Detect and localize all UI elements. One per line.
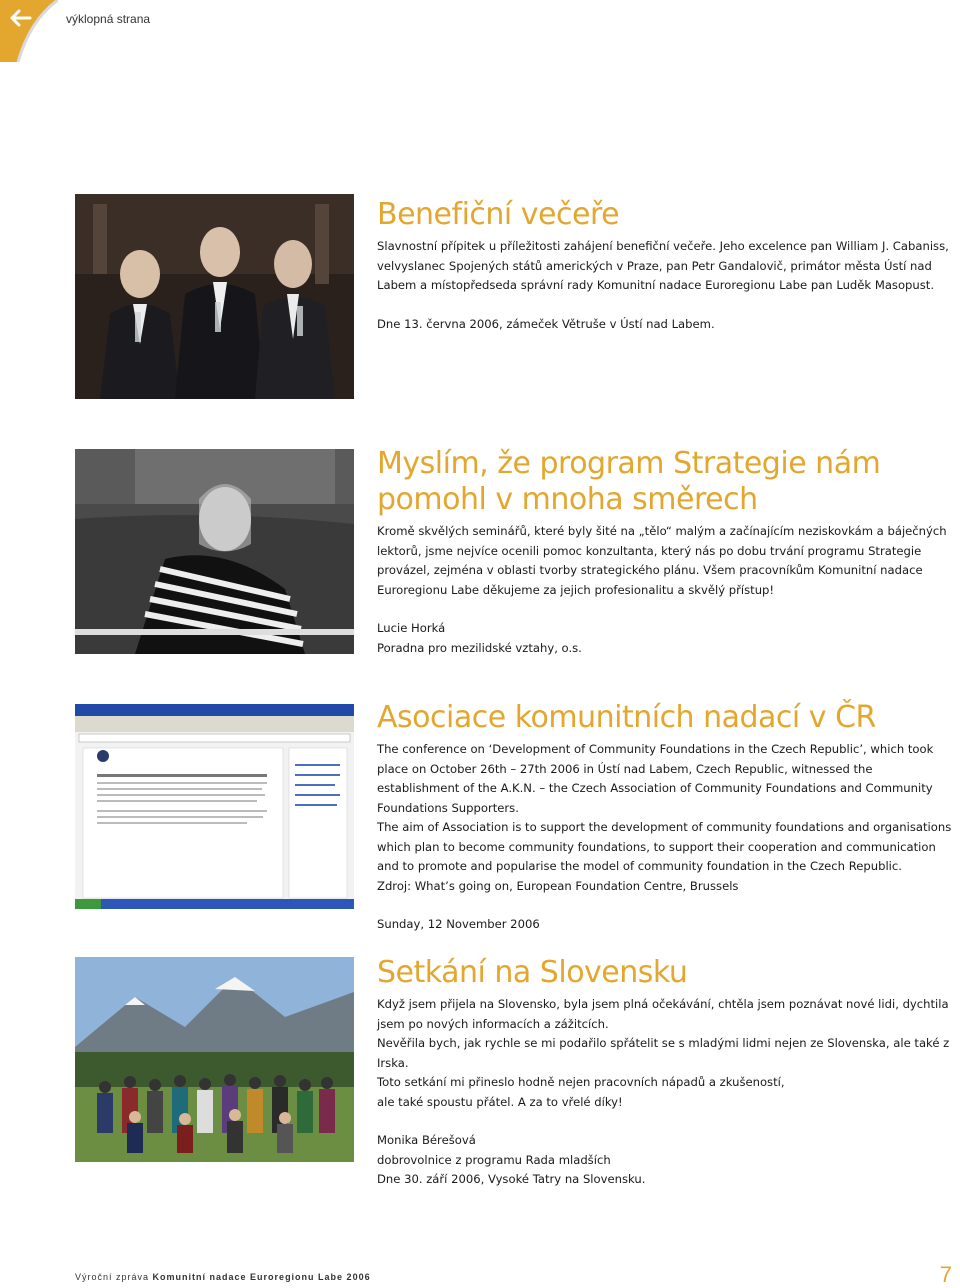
- section-paragraph: Dne 13. června 2006, zámeček Větruše v Ústí nad Labem.: [377, 316, 715, 331]
- footer: [75, 1272, 371, 1282]
- section-paragraph: The conference on ‘Development of Community Foundations in the Czech Republic’, which took place on October 26th – 27th 2006 in Ústí nad Labem, Czech Republic, witnessed the establishment of the A.K.N. – the Czech Association of Community Foundations and Community Foundations Supporters.: [377, 742, 934, 815]
- back-label[interactable]: výklopná strana: [66, 12, 151, 26]
- section-paragraph: The aim of Association is to support the development of community foundations and organisations which plan to become community foundations, to support their cooperation and communication and to promote and popularise the model of community foundation in the Czech Republic.: [377, 820, 952, 873]
- photo-browser-screenshot: [75, 704, 354, 909]
- author-name: Lucie Horká: [377, 621, 446, 635]
- section-paragraph: Toto setkání mi přineslo hodně nejen pracovních nápadů a zkušeností,: [377, 1075, 785, 1089]
- section-paragraph: Kromě skvělých seminářů, které byly šité na „tělo“ malým a začínajícím neziskovkám a báječných lektorů, jsme nejvíce ocenili pomoc konzultanta, který nás po dobu trvání programu Strategie provázel, zejména v oblasti tvorby strategického plánu. Všem pracovníkům Komunitní nadace Euroregionu Labe děkujeme za jejich profesionalitu a skvělý přístup!: [377, 524, 947, 597]
- photo-lucie-horka: [75, 449, 354, 654]
- section-title: Myslím, že program Strategie nám pomohl v mnoha směrech: [377, 446, 881, 517]
- footer-report: Výroční zpráva: [75, 1272, 150, 1282]
- section-paragraph: Slavnostní přípitek u příležitosti zahájení benefiční večeře. Jeho excelence pan William J. Cabaniss, velvyslanec Spojených států amerických v Praze, pan Petr Gandalovič, primátor města Ústí nad Labem a místopředseda správní rady Komunitní nadace Euroregionu Labe pan Luděk Masopust.: [377, 239, 949, 292]
- date-line: Dne 30. září 2006, Vysoké Tatry na Slovensku.: [377, 1172, 646, 1186]
- section-title: Setkání na Slovensku: [377, 955, 688, 990]
- section-title: Benefiční večeře: [377, 197, 620, 232]
- author-name: Monika Bérešová: [377, 1133, 476, 1147]
- date-line: Sunday, 12 November 2006: [377, 917, 540, 931]
- photo-slovakia-group: [75, 957, 354, 1162]
- footer-org: Komunitní nadace Euroregionu Labe 2006: [152, 1272, 371, 1282]
- section-paragraph: Nevěřila bych, jak rychle se mi podařilo spřátelit se s mladými lidmi nejen ze Slovenska, ale také z Irska.: [377, 1036, 950, 1070]
- author-role: dobrovolnice z programu Rada mladších: [377, 1152, 611, 1167]
- section-title: Asociace komunitních nadací v ČR: [377, 700, 876, 735]
- source-line: Zdroj: What’s going on, European Foundation Centre, Brussels: [377, 878, 739, 893]
- back-corner-tab[interactable]: [0, 0, 58, 62]
- page-number: 7: [939, 1262, 952, 1287]
- photo-benefit-dinner: [75, 194, 354, 399]
- author-organization: Poradna pro mezilidské vztahy, o.s.: [377, 640, 582, 655]
- section-paragraph: ale také spoustu přátel. A za to vřelé díky!: [377, 1094, 623, 1109]
- section-slovakia-meeting: [377, 955, 952, 1190]
- section-akn-association: [377, 700, 952, 935]
- section-paragraph: Když jsem přijela na Slovensko, byla jsem plná očekávání, chtěla jsem poznávat nové lidi, dychtila jsem po nových informacích a zážitcích.: [377, 997, 949, 1031]
- section-strategy-program: [377, 446, 952, 658]
- section-benefit-dinner: [377, 197, 952, 334]
